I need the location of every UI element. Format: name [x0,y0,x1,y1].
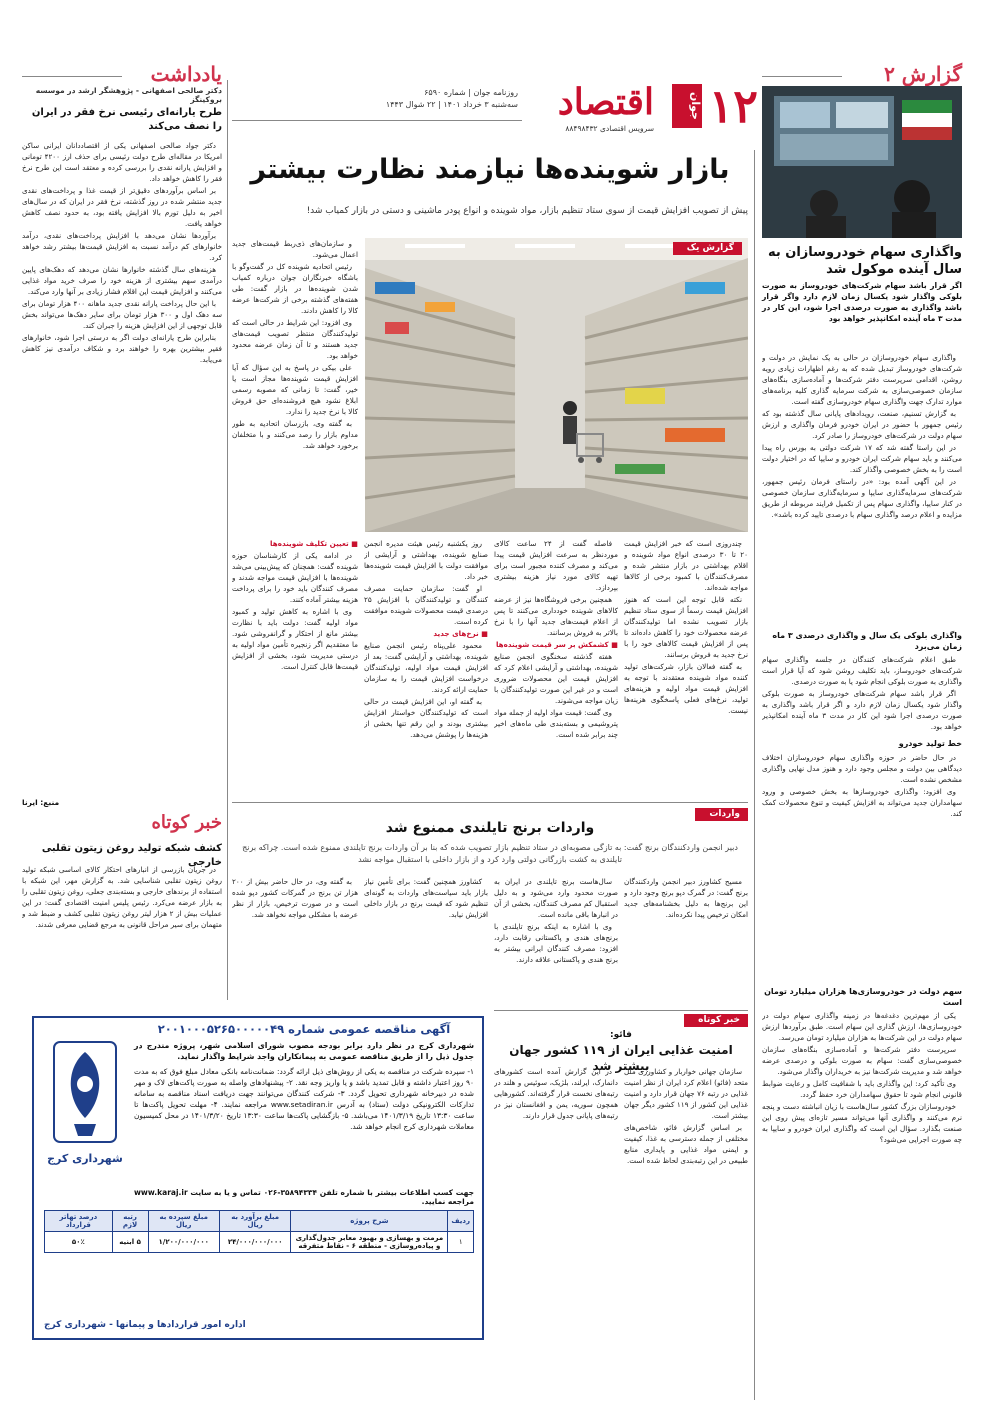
rice-lead: دبیر انجمن واردکنندگان برنج گفت: به تازگی مصوبه‌ای در ستاد تنظیم بازار تصویب شده که بنا بر آن واردات برنج تایلندی ممنوع شده است. چراکه برنج تایلندی به کشت بازرگانی دولتی وارد کرد و از بازار داخلی با استقبال مواجه نشد [242,843,738,864]
right-column-divider [754,150,755,1400]
right-body4-p: یکی از مهم‌ترین دغدغه‌ها در زمینه واگذاری سهام دولت در خودروسازی‌ها، ارزش گذاری این سهام است. طبق برآوردها ارزش سهام دولت در این شرکت‌ها به هزاران میلیارد تومان می‌رسد. [762,1011,962,1042]
main-col-left-p: او گفت: سازمان حمایت مصرف کنندگان و تولیدکنندگان با افزایش ۲۵ درصدی قیمت محصولات شوینده موافقت کرده است. [364,584,488,626]
main-far-left2-p: وی با اشاره به کاهش تولید و کمبود مواد اولیه گفت: دولت باید با نظارت بیشتر مانع از احتکار و گرانفروشی شود. ما معتقدیم اگر زنجیره تأمین مواد اولیه به درستی مدیریت شود، بخشی از افزایش قیمت‌ها قابل کنترل است. [232,607,358,671]
ad-td: ۵ ابنیه [112,1232,148,1253]
ad-th: مبلغ برآورد به ریال [219,1211,290,1232]
left-section-label: یادداشت [150,62,222,86]
ad-contact: جهت کسب اطلاعات بیشتر با شماره تلفن ۳۵۸۹۴۳۳۴-۰۲۶ تماس و یا به سایت www.karaj.ir مراجعه نمایید. [134,1188,474,1206]
date-line: سه‌شنبه ۳ خرداد ۱۴۰۱ | ۲۲ شوال ۱۴۴۳ [385,100,518,109]
ad-td: ۱/۲۰۰/۰۰۰/۰۰۰ [148,1232,219,1253]
right-body3-p: وی افزود: واگذاری خودروسازها به بخش خصوصی و ورود سهامداران جدید می‌تواند به افزایش کیفیت و تنوع محصولات کمک کند. [762,787,962,818]
left-body-p: بنابراین طرح یارانه‌ای دولت اگر به درستی اجرا شود، خانوارهای فقیر بیشترین بهره را خواهند برد و شکاف درآمدی نیز کاهش می‌یابد. [22,333,222,364]
right-body4-p: خودروسازان بزرگ کشور سال‌هاست با زیان انباشته دست و پنجه نرم می‌کنند و واگذاری آنها می‌تواند مسیر تازه‌ای پیش روی این صنعت بگذارد. سؤال این است که واگذاری ایران خودرو و سایپا به چه صورت اجرایی می‌شود؟ [762,1102,962,1144]
rice-col-2 [494,876,618,1006]
left-headline: طرح یارانه‌ای رئیسی نرخ فقر در ایران را نصف می‌کند [31,107,222,132]
main-col-right-p: به گفته فعالان بازار، شرکت‌های تولید کننده مواد شوینده معتقدند با توجه به افزایش قیمت مواد اولیه و هزینه‌های تولید، نرخ‌های فعلی پاسخگوی هزینه‌ها نیست. [624,662,748,715]
rice-p: مسیح کشاورز دبیر انجمن واردکنندگان برنج گفت: در گمرک دپو برنج وجود دارد و این برنج‌ها به دلیل بخشنامه‌های جدید امکان ترخیص پیدا نکرده‌اند. [624,877,748,919]
right-body-p: در این راستا گفته شد که ۱۷ شرکت دولتی به بورس راه پیدا می‌کنند و باید سهام شرکت ایران خودرو و سایپا که در اختیار دولت است را به بخش خصوصی واگذار کند. [762,443,962,474]
main-far-left-p: وی افزود: این شرایط در حالی است که تولیدکنندگان منتظر تصویب قیمت‌های جدید هستند و تا آن زمان عرضه محدود خواهد بود. [232,318,358,360]
main-col-mid [494,538,618,788]
right-body-p: به گزارش تسنیم، صنعت، رویدادهای پایانی سال گذشته بود که رئیس جمهور با حضور در ایران خودرو فرمان واگذاری و ارزش سهام دولت در شرکت‌های خودروساز را صادر کرد. [762,409,962,440]
issue-line: روزنامه جوان | شماره ۶۵۹۰ [424,88,518,97]
main-col-right-p: چندروزی است که خبر افزایش قیمت ۲۰ تا ۳۰ درصدی انواع مواد شوینده و اقلام بهداشتی در بازار منتشر شده و مصرف‌کنندگان با کمبود برخی از کالاها مواجه شده‌اند. [624,539,748,592]
main-far-left-p: به گفته وی، بازرسان اتحادیه به طور مداوم بازار را رصد می‌کنند و با متخلفان برخورد خواهد شد. [232,419,358,450]
ad-body: ۱- سپرده شرکت در مناقصه به یکی از روش‌های ذیل ارائه گردد: ضمانت‌نامه بانکی معادل مبلغ فوق که به مدت ۹۰ روز اعتبار داشته و قابل تمدید باشد و یا واریز وجه نقد. ۲- پیشنهادهای واصله به صورت پاکت‌های لاک و مهر شده در دبیرخانه شهرداری تحویل گردد. ۳- شرکت کنندگان می‌توانند جهت دریافت اسناد مناقصه به سامانه تدارکات الکترونیکی دولت (ستاد) به آدرس www.setadiran.ir مراجعه نمایند. ۴- مهلت تحویل پاکت‌ها تا ساعت ۱۳:۳۰ تاریخ ۱۴۰۱/۳/۱۹ می‌باشد. ۵- بازگشایی پاکت‌ها ساعت ۱۳:۳۰ تاریخ ۱۴۰۱/۳/۲۰ در محل کمیسیون معاملات شهرداری کرج انجام خواهد شد. [134,1067,474,1131]
karaj-logo [44,1038,126,1188]
stock-screen-photo [762,86,962,238]
ad-th: درصد تهاتر قرارداد [45,1211,113,1232]
empty-shelves-photo [365,238,748,532]
food-p: بر اساس گزارش فائو، شاخص‌های مختلفی از جمله دسترسی به غذا، کیفیت و ایمنی مواد غذایی و پایداری منابع طبیعی در این رتبه‌بندی لحاظ شده است. [624,1123,748,1165]
ad-footer: اداره امور قراردادها و پیمانها - شهرداری کرج [44,1320,246,1330]
main-sub-left: ■ نرخ‌های جدید [433,629,488,638]
right-column [762,62,962,1402]
ad-table [44,1210,474,1253]
short-news-label: خبر کوتاه [151,812,222,833]
main-lead: پیش از تصویب افزایش قیمت از سوی ستاد تنظیم بازار، مواد شوینده و انواع پودر ماشینی و دستی در بازار کمیاب شد! [306,206,748,216]
ad-th: مبلغ سپرده به ریال [148,1211,219,1232]
left-body [22,140,222,820]
right-lead: اگر قرار باشد سهام شرکت‌های خودروساز به صورت بلوکی واگذار شود یکسال زمان لازم دارد واگر قرار باشد واگذاری به صورت درصدی اجرا شود، این کار در مدت ۳ ماه آینده امکانپذیر خواهد بود [762,281,962,323]
ad-th: شرح پروژه [291,1211,448,1232]
tender-ad [32,1016,484,1340]
right-body2 [762,654,962,734]
left-body-p: دکتر جواد صالحی اصفهانی یکی از اقتصاددانان ایرانی ساکن امریکا در مقاله‌ای طرح دولت رئیسی برای حذف ارز ۴۲۰۰ تومانی و افزایش یارانه نقدی را بررسی کرده و معتقد است این طرح نرخ فقر را کاهش خواهد داد. [22,141,222,183]
main-far-left-p: رئیس اتحادیه شوینده کل در گفت‌وگو با باشگاه خبرنگاران جوان درباره کمیاب شدن شوینده‌ها در بازار گفت: طی هفته‌های گذشته برخی از شرکت‌ها عرضه کالا را کاهش دادند. [232,262,358,315]
ad-td: ۱ [448,1232,474,1253]
right-body2-p: طبق اعلام شرکت‌های کنندگان در جلسه واگذاری سهام شرکت‌های خودروساز، باید تکلیف روشن شود که آیا قرار است واگذاری به صورت بلوکی انجام شود یا به صورت درصدی. [762,655,962,686]
main-col-left-bot-p: به گفته او، این افزایش قیمت در حالی است که تولیدکنندگان خواستار افزایش بیشتری بودند و این رقم تنها بخشی از هزینه‌ها را پوشش می‌دهد. [364,697,488,739]
ad-td: ۲۴/۰۰۰/۰۰۰/۰۰۰ [219,1232,290,1253]
ad-logo-text: شهرداری کرج [47,1152,123,1165]
left-body-p: بر اساس برآوردهای دقیق‌تر از قیمت غذا و پرداخت‌های نقدی جدید منتشر شده در روز گذشته، نرخ فقر در ایران که در سال‌های اخیر به دلیل تورم بالا افزایش یافته بود، به حدود نصف کاهش خواهد یافت. [22,186,222,228]
right-body-p: واگذاری سهام خودروسازان در حالی به یک نمایش در دولت و شرکت‌های خودروساز تبدیل شده که به رغم اظهارات زیادی رویه روشن، اقدامی سرپرست دفتر شرکت‌ها و آماده‌سازی بنگاه‌های سازمان خصوصی‌سازی به شرکت سرمایه گذاری کلیه برنامه‌های موارد تدارک جهت واگذاری سهام خودروسازی گفته است. [762,353,962,406]
main-col-far-left-2 [232,538,358,788]
main-col-far-left [232,238,358,530]
rice-col-1 [624,876,748,1006]
right-body3-p: در حال حاضر در حوزه واگذاری سهام خودروسازان اختلاف دیدگاهی بین دولت و مجلس وجود دارد و هنوز مدل نهایی واگذاری مشخص نشده است. [762,753,962,784]
ad-th: رتبه لازم [112,1211,148,1232]
rice-p: سال‌هاست برنج تایلندی در ایران به صورت محدود وارد می‌شود و به دلیل استقبال کم مصرف کنندگان، بخشی از آن در انبارها باقی مانده است. [494,877,618,919]
left-column-divider [227,80,228,1000]
main-col-mid2-p: هفته گذشته سخنگوی انجمن صنایع شوینده، بهداشتی و آرایشی اعلام کرد که افزایش قیمت این محصولات ضروری است و در غیر این صورت تولیدکنندگان با زیان مواجه می‌شوند. [494,652,618,705]
main-sub-far-left: ■ تعیین تکلیف شوینده‌ها [270,539,358,548]
main-col-mid-p: همچنین برخی فروشگاه‌ها نیز از عرضه کالاهای شوینده خودداری می‌کنند تا پس از اعلام قیمت‌های جدید آنها را با نرخ بالاتر به فروش برسانند. [494,595,618,637]
main-col-right-p: نکته قابل توجه این است که هنوز افزایش قیمت رسماً از سوی ستاد تنظیم بازار تصویب نشده اما تولیدکنندگان عرضه محصولات خود را کاهش داده‌اند تا پس از افزایش قیمت کالاهای خود را با نرخ جدید به فروش برسانند. [624,595,748,659]
left-author: دکتر صالحی اصفهانی - پژوهشگر ارشد در موسسه بروکینگز [35,86,222,104]
rice-headline: واردات برنج تایلندی ممنوع شد [385,820,595,836]
ad-th: ردیف [448,1211,474,1232]
right-sub2: خط تولید خودرو [898,739,962,748]
right-section-label: گزارش ۲ [884,62,962,86]
masthead-rule [232,120,522,121]
main-col-left [364,538,488,788]
rice-p: به گفته وی، در حال حاضر بیش از ۲۰۰ هزار تن برنج در گمرکات کشور دپو شده است و در صورت ترخیص، بازار از نظر عرضه با مشکلی مواجه نخواهد شد. [232,877,358,919]
section-title: اقتصاد [557,81,654,123]
rice-top-rule [232,802,748,803]
main-far-left-p: و سازمان‌های ذی‌ربط قیمت‌های جدید اعمال می‌شود. [232,239,358,259]
main-headline: بازار شوینده‌ها نیازمند نظارت بیشتر [250,154,730,185]
food-p: سازمان جهانی خواربار و کشاورزی ملل متحد (فائو) اعلام کرد ایران از نظر امنیت غذایی در رتبه ۷۶ جهان قرار دارد و امنیت غذایی این کشور از ۱۱۹ کشور دیگر جهان بیشتر است. [624,1067,748,1120]
ad-td: ۵۰٪ [45,1232,113,1253]
right-body4 [762,1010,962,1402]
rice-col-3 [364,876,488,1006]
right-body2-p: اگر قرار باشد سهام شرکت‌های خودروساز به صورت بلوکی واگذار شود یکسال زمان لازم دارد و اگر قرار باشد واگذاری به صورت درصدی اجرا شود این کار در مدت ۳ ماه آینده امکانپذیر خواهد بود. [762,689,962,731]
left-body-p: برآوردها نشان می‌دهد با افزایش پرداخت‌های نقدی، درآمد خانوارهای کم درآمد نسبت به افزایش قیمت‌ها بیشتر رشد خواهد کرد. [22,231,222,262]
short-news-headline: کشف شبکه تولید روغن زیتون تقلبی خارجی [41,843,222,868]
ad-title: آگهی مناقصه عمومی شماره ۲۰۰۱۰۰۰۵۲۶۵۰۰۰۰۰۴۹ [157,1022,451,1036]
food-tag: خبر کوتاه [684,1014,748,1027]
short-news-p: در جریان بازرسی از انبارهای احتکار کالای اساسی شبکه تولید روغن زیتون تقلبی شناسایی شد. به گزارش مهر، این شبکه با استفاده از برندهای خارجی و بسته‌بندی جعلی، روغن زیتون تقلبی را به بازار عرضه می‌کرد. رئیس پلیس امنیت اقتصادی گفت: در این عملیات بیش از ۲ هزار لیتر روغن زیتون تقلبی کشف و ضبط شد و متهمان برای سیر مراحل قانونی به مرجع قضایی معرفی شدند. [22,865,222,929]
food-top-rule [494,1010,748,1011]
right-body4-p: سرپرست دفتر شرکت‌ها و آماده‌سازی بنگاه‌های سازمان خصوصی‌سازی گفت: سهام به صورت بلوکی و درصدی عرضه خواهد شد و مدیریت شرکت‌ها نیز به خریداران واگذار می‌شود. [762,1045,962,1076]
page-number: ۱۲ [708,79,758,133]
main-col-mid-p: فاصله گفت از ۲۴ ساعت کالای موردنظر به سرعت افزایش قیمت پیدا می‌کند و مصرف کننده مجبور است برای تهیه کالای مورد نیاز هزینه بیشتری بپردازد. [494,539,618,592]
food-col-2 [494,1066,618,1338]
right-label-rule [762,76,842,77]
right-body [762,352,962,624]
short-news [22,812,222,1012]
editor-line: سرویس اقتصادی ۸۸۴۹۸۴۳۲ [565,124,654,133]
food-headline: امنیت غذایی ایران از ۱۱۹ کشور جهان بیشتر شد [509,1043,733,1073]
right-sub1: واگذاری بلوکی یک سال و واگذاری درصدی ۳ ماه زمان می‌برد [772,631,962,651]
main-far-left-p: علی بیکی در پاسخ به این سؤال که آیا افزایش قیمت شوینده‌ها مجاز است یا خیر، گفت: تا زمانی که مصوبه رسمی ابلاغ نشود هیچ فروشنده‌ای حق فروش کالا با نرخ جدید را ندارد. [232,363,358,416]
main-col-left-p: روز یکشنبه رئیس هیئت مدیره انجمن صنایع شوینده، بهداشتی و آرایشی از موافقت دولت با افزایش قیمت شوینده‌ها خبر داد. [364,539,488,581]
right-body-p: در این آگهی آمده بود: «در راستای فرمان رئیس جمهور، شرکت‌های سرمایه‌گذاری سایپا و سرمایه‌گذاری سازمان خصوصی در کنار سایپا، واگذاری سهام پس از تکمیل فرایند مربوطه از طریق مزایده و اعلام درصد واگذاری سهام با درصدی تایید کرده باشد». [762,477,962,519]
rice-p: وی با اشاره به اینکه برنج تایلندی با برنج‌های هندی و پاکستانی رقابت دارد، افزود: مصرف کنندگان ایرانی بیشتر به برنج هندی و پاکستانی علاقه دارند. [494,922,618,964]
food-kicker: فائو: [610,1030,632,1040]
right-body3 [762,752,962,982]
rice-p: کشاورز همچنین گفت: برای تأمین نیاز بازار باید سیاست‌های واردات به گونه‌ای تنظیم شود که قیمت برنج در بازار داخلی افزایش نیابد. [364,877,488,919]
ad-table-header-row [45,1211,474,1232]
ad-td: مرمت و بهسازی و بهبود معابر جدول‌گذاری و پیاده‌روسازی - منطقه ۶ - نقاط متفرقه [291,1232,448,1253]
main-far-left2-p: در ادامه یکی از کارشناسان حوزه شوینده گفت: همچنان که پیش‌بینی می‌شد شوینده‌ها با افزایش قیمت مواجه شدند و مصرف کنندگان باید خود را برای پرداخت هزینه بیشتر آماده کنند. [232,551,358,604]
report-tag: گزارش یک [673,242,742,255]
left-label-rule [22,76,122,77]
right-photo [762,86,962,238]
left-column [22,62,222,822]
ad-intro: شهرداری کرج در نظر دارد برابر بودجه مصوب شورای اسلامی شهر، پروژه مندرج در جدول ذیل را از طریق مناقصه عمومی به پیمانکاران واجد شرایط واگذار نماید. [134,1041,474,1061]
main-col-mid2-p: وی گفت: قیمت مواد اولیه از جمله مواد پتروشیمی و بسته‌بندی طی ماه‌های اخیر چند برابر شده است. [494,708,618,739]
table-row [45,1232,474,1253]
right-sub3: سهم دولت در خودروسازی‌ها هزاران میلیارد تومان است [764,987,962,1007]
rice-tag: واردات [695,808,748,821]
rice-col-4 [232,876,358,1006]
main-sub-mid: ■ کشمکش بر سر قیمت شوینده‌ها [495,640,618,649]
brand-logo: جوان [672,84,702,128]
right-body4-p: وی تأکید کرد: این واگذاری باید با شفافیت کامل و رعایت ضوابط قانونی انجام شود تا حقوق سهامداران خرد حفظ گردد. [762,1079,962,1099]
supermarket-photo [365,238,748,532]
main-col-right [624,538,748,788]
ad-table-wrap [44,1210,474,1253]
food-col-1 [624,1066,748,1338]
right-headline: واگذاری سهام خودروسازان به سال آینده موکول شد [767,245,962,277]
left-body-p: هزینه‌های سال گذشته خانوارها نشان می‌دهد که دهک‌های پایین درآمدی سهم بیشتری از هزینه خود را صرف خرید مواد غذایی می‌کنند و افزایش قیمت این اقلام فشار زیادی بر آنها وارد می‌کند. [22,265,222,296]
food-p: در این گزارش آمده است کشورهای دانمارک، ایرلند، بلژیک، سوئیس و هلند در رتبه‌های نخست قرار گرفته‌اند. کشورهایی همچون سوریه، یمن و افغانستان نیز در رتبه‌های پایانی جدول قرار دارند. [494,1067,618,1120]
main-col-left-bot-p: محمود علی‌پناه رئیس انجمن صنایع شوینده، بهداشتی و آرایشی گفت: بعد از افزایش قیمت مواد اولیه، تولیدکنندگان درخواست افزایش قیمت را به سازمان حمایت ارائه کردند. [364,641,488,694]
karaj-emblem-icon [44,1038,126,1148]
left-source: منبع: ایرنا [22,798,60,807]
left-body-p: با این حال پرداخت یارانه نقدی جدید ماهانه ۴۰۰ هزار تومان برای سه دهک اول و ۳۰۰ هزار تومان برای سایر دهک‌ها می‌تواند بخش قابل توجهی از این افزایش هزینه را جبران کند. [22,299,222,330]
masthead [232,80,758,140]
short-news-body [22,864,222,1012]
